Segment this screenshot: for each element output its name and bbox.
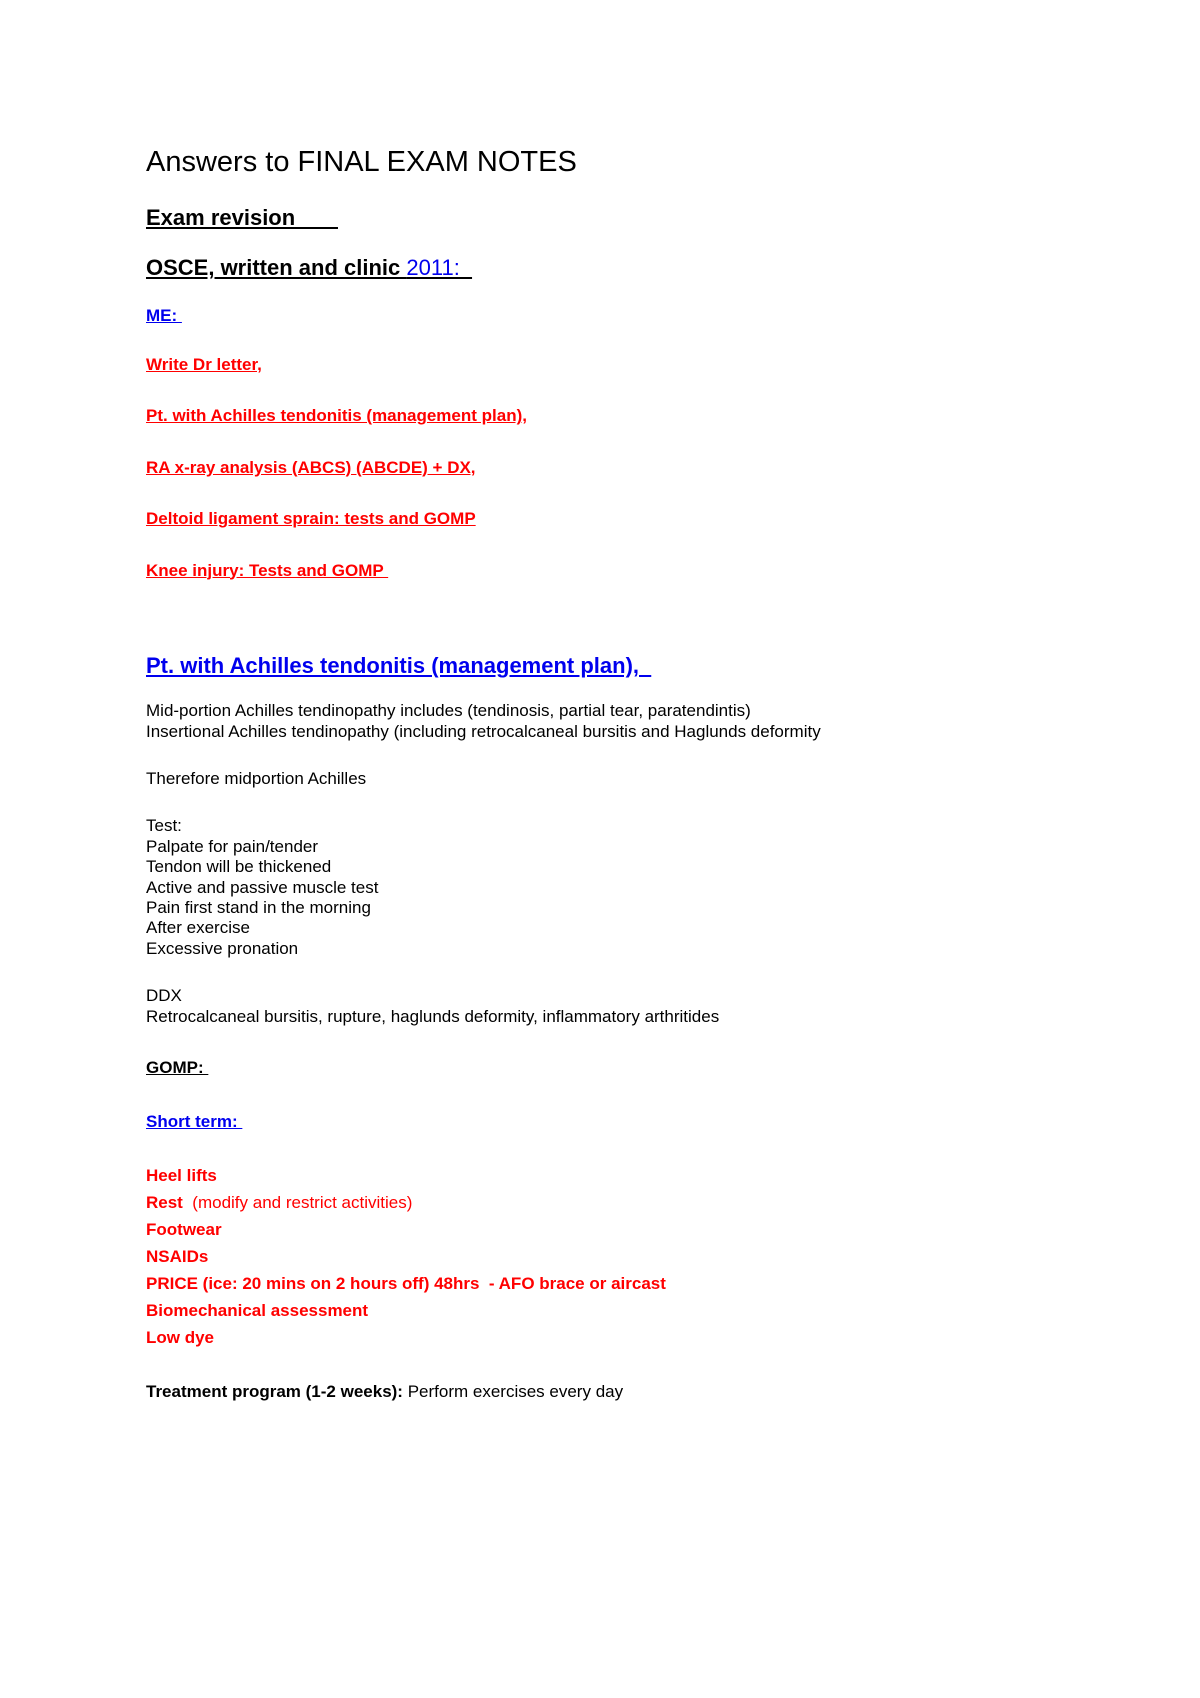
- rest-detail: (modify and restrict activities): [192, 1193, 413, 1212]
- me-item: Deltoid ligament sprain: tests and GOMP: [146, 509, 476, 529]
- spacer: [146, 789, 1200, 816]
- me-label: ME:: [146, 305, 182, 325]
- test-line: Palpate for pain/tender: [146, 836, 319, 856]
- me-items-list: [146, 355, 1200, 581]
- test-line: Tendon will be thickened: [146, 857, 332, 877]
- achilles-section-heading: Pt. with Achilles tendonitis (management plan),: [146, 652, 652, 678]
- short-term-item: Biomechanical assessment: [146, 1301, 369, 1320]
- spacer: [146, 1081, 1200, 1108]
- ddx-label: DDX: [146, 986, 182, 1006]
- intro-line: Mid-portion Achilles tendinopathy includes (tendinosis, partial tear, paratendintis): [146, 701, 751, 721]
- spacer: [146, 1135, 1200, 1162]
- treatment-program-line: [146, 1378, 1200, 1405]
- spacer: [146, 959, 1200, 986]
- short-term-item: NSAIDs: [146, 1247, 209, 1266]
- exam-revision-heading: Exam revision: [146, 204, 338, 230]
- short-term-item: Low dye: [146, 1328, 215, 1347]
- me-item: Write Dr letter,: [146, 354, 262, 374]
- osce-heading-text: OSCE, written and clinic: [146, 255, 407, 281]
- therefore-line: Therefore midportion Achilles: [146, 769, 367, 789]
- achilles-section-body: [146, 701, 1200, 1027]
- ddx-text: Retrocalcaneal bursitis, rupture, haglunds deformity, inflammatory arthritides: [146, 1006, 720, 1026]
- osce-heading-year: 2011:: [406, 255, 473, 281]
- short-term-item: PRICE (ice: 20 mins on 2 hours off) 48hrs - AFO brace or aircast: [146, 1274, 666, 1293]
- spacer: [146, 742, 1200, 769]
- document-title: Answers to FINAL EXAM NOTES: [146, 146, 577, 178]
- treatment-program-text: Perform exercises every day: [402, 1382, 624, 1401]
- short-term-item: Footwear: [146, 1220, 222, 1239]
- rest-label: Rest: [146, 1193, 193, 1212]
- test-line: Excessive pronation: [146, 938, 299, 958]
- me-item: RA x-ray analysis (ABCS) (ABCDE) + DX,: [146, 457, 476, 477]
- osce-heading: [146, 255, 1200, 281]
- short-term-item: [146, 1189, 1200, 1216]
- short-term-list: [146, 1162, 1200, 1351]
- spacer: [146, 1027, 1200, 1054]
- test-line: Active and passive muscle test: [146, 877, 379, 897]
- intro-line: Insertional Achilles tendinopathy (including retrocalcaneal bursitis and Haglunds deformity: [146, 721, 821, 741]
- test-line: Pain first stand in the morning: [146, 898, 371, 918]
- gomp-label: GOMP:: [146, 1058, 209, 1077]
- spacer: [146, 1351, 1200, 1378]
- me-item: Pt. with Achilles tendonitis (management plan),: [146, 406, 527, 426]
- treatment-program-label: Treatment program (1-2 weeks):: [146, 1382, 403, 1401]
- test-line: After exercise: [146, 918, 250, 938]
- short-term-label: Short term:: [146, 1112, 243, 1131]
- test-label: Test:: [146, 816, 182, 836]
- me-item: Knee injury: Tests and GOMP: [146, 560, 389, 580]
- short-term-item: Heel lifts: [146, 1166, 217, 1185]
